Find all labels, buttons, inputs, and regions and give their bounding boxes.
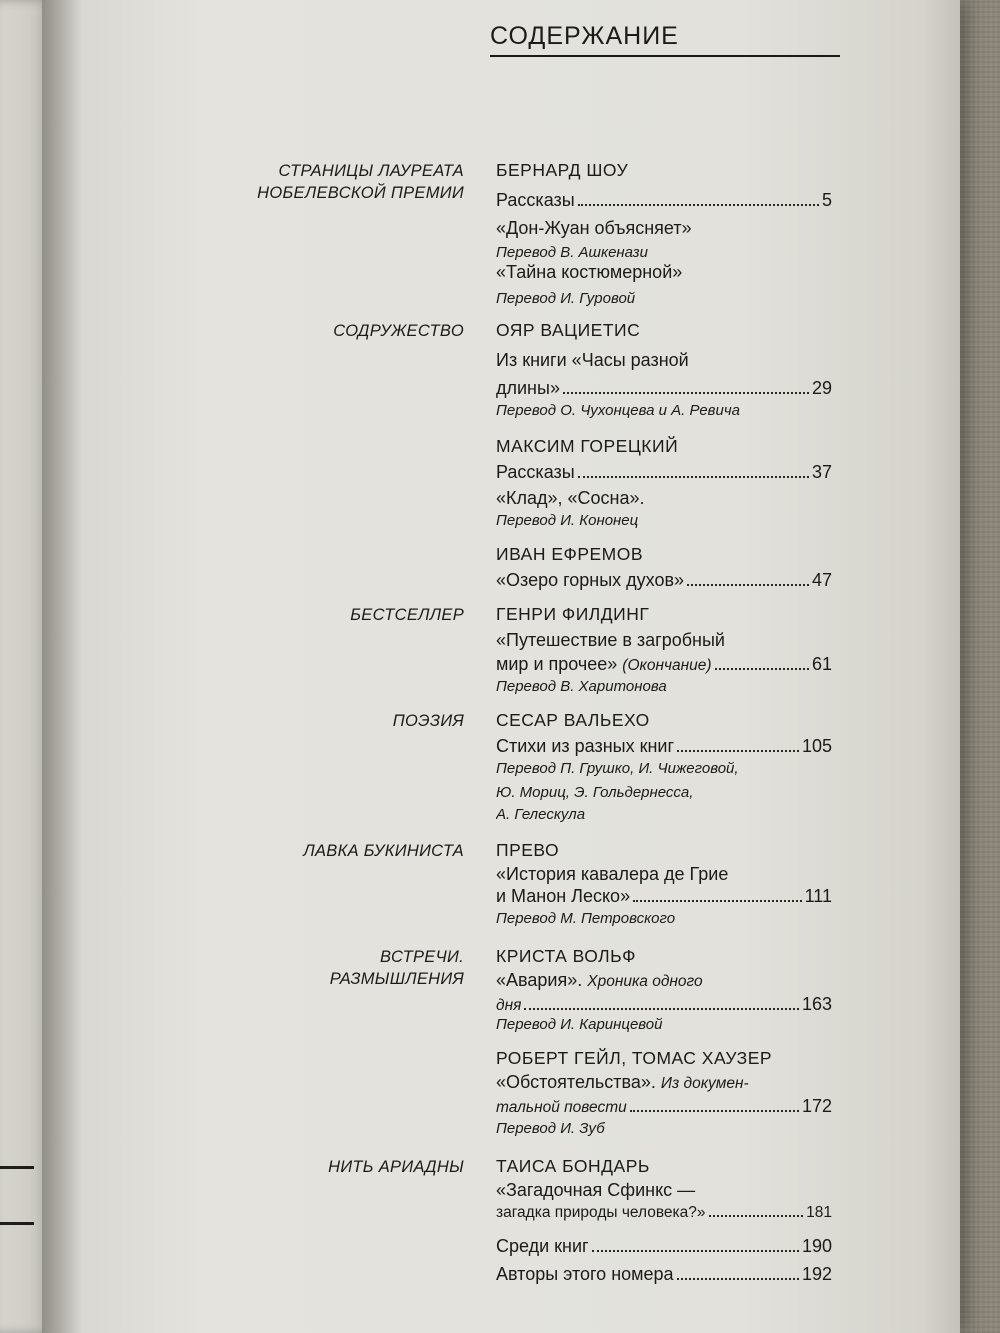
dot-leader xyxy=(563,392,809,394)
entry-note: Хроника одного xyxy=(587,973,703,990)
section-label-bookseller xyxy=(204,840,464,862)
entry-title xyxy=(496,1096,832,1117)
dot-leader xyxy=(524,1008,799,1010)
entry-title: «Загадочная Сфинкс — xyxy=(496,1180,696,1200)
dot-leader xyxy=(709,1215,804,1217)
entry-title xyxy=(496,654,832,675)
entry-title: «Путешествие в загробный xyxy=(496,630,725,650)
entry-translator: Перевод И. Гуровой xyxy=(496,290,636,307)
entry-title: «Дон-Жуан объясняет» xyxy=(496,218,692,238)
entry-title: «Клад», «Сосна». xyxy=(496,488,645,508)
section-label-poetry xyxy=(204,710,464,732)
entry-author: ИВАН ЕФРЕМОВ xyxy=(496,544,644,564)
entry-translator: А. Гелескула xyxy=(496,806,586,823)
entry-note: тальной повести xyxy=(496,1099,627,1116)
entry-title-text: «Обстоятельства». xyxy=(496,1072,656,1092)
section-label-nobel xyxy=(204,160,464,204)
entry-title xyxy=(496,886,832,907)
dot-leader xyxy=(715,668,809,670)
entry-author: ОЯР ВАЦИЕТИС xyxy=(496,320,641,340)
entry-title xyxy=(496,462,832,483)
entry-translator: Перевод П. Грушко, И. Чижеговой, xyxy=(496,760,739,777)
page-number: 37 xyxy=(811,462,832,482)
entry-title xyxy=(496,736,832,757)
dot-leader xyxy=(578,476,809,478)
section-label-line: СОДРУЖЕСТВО xyxy=(333,322,464,340)
page-number: 5 xyxy=(821,190,832,210)
section-label-line: БЕСТСЕЛЛЕР xyxy=(350,606,464,624)
entry-title xyxy=(496,1204,832,1222)
page-number: 29 xyxy=(811,378,832,398)
section-label-line: ПОЭЗИЯ xyxy=(392,712,464,730)
entry-title xyxy=(496,970,832,991)
entry-author: ТАИСА БОНДАРЬ xyxy=(496,1156,650,1176)
entry-title-text: Стихи из разных книг xyxy=(496,736,675,756)
section-label-line: НИТЬ АРИАДНЫ xyxy=(328,1158,464,1176)
page-number: 190 xyxy=(801,1236,832,1256)
entry-title-text: «Озеро горных духов» xyxy=(496,570,685,590)
entry-title-text: и Манон Леско» xyxy=(496,886,631,906)
section-label-bestseller xyxy=(204,604,464,626)
entry-note: дня xyxy=(496,997,522,1014)
dot-leader xyxy=(677,1278,799,1280)
page-number: 47 xyxy=(811,570,832,590)
entry-title-text: Рассказы xyxy=(496,462,575,482)
entry-title xyxy=(496,1072,832,1093)
page-number: 192 xyxy=(801,1264,832,1284)
entry-author: СЕСАР ВАЛЬЕХО xyxy=(496,710,650,730)
entry-title xyxy=(496,190,832,211)
entry-translator: Перевод И. Кононец xyxy=(496,512,639,529)
entry-translator: Перевод И. Каринцевой xyxy=(496,1016,663,1033)
section-label-line: РАЗМЫШЛЕНИЯ xyxy=(329,970,464,988)
entry-title: «История кавалера де Грие xyxy=(496,864,729,884)
entry-translator: Ю. Мориц, Э. Гольдернесса, xyxy=(496,784,694,801)
entry-title-text: Среди книг xyxy=(496,1236,589,1256)
section-label-ariadne xyxy=(204,1156,464,1178)
section-label-line: НОБЕЛЕВСКОЙ ПРЕМИИ xyxy=(257,184,464,202)
entry-author: МАКСИМ ГОРЕЦКИЙ xyxy=(496,436,679,456)
entry-author: БЕРНАРД ШОУ xyxy=(496,160,629,180)
entry-translator: Перевод О. Чухонцева и А. Ревича xyxy=(496,402,740,419)
contents-heading: СОДЕРЖАНИЕ xyxy=(490,22,840,57)
page-number: 181 xyxy=(806,1204,832,1221)
dot-leader xyxy=(630,1110,799,1112)
page-number: 61 xyxy=(811,654,832,674)
entry-author: РОБЕРТ ГЕЙЛ, ТОМАС ХАУЗЕР xyxy=(496,1048,773,1068)
section-label-line: СТРАНИЦЫ ЛАУРЕАТА xyxy=(278,162,464,180)
page-number: 172 xyxy=(801,1096,832,1116)
entry-author: КРИСТА ВОЛЬФ xyxy=(496,946,636,966)
entry-title: «Тайна костюмерной» xyxy=(496,262,683,282)
entry-title xyxy=(496,378,832,399)
entry-title xyxy=(496,1236,832,1257)
entry-author: ГЕНРИ ФИЛДИНГ xyxy=(496,604,650,624)
entry-title-text: «Авария». xyxy=(496,970,583,990)
dot-leader xyxy=(677,750,799,752)
entry-title xyxy=(496,994,832,1015)
entry-title xyxy=(496,1264,832,1285)
section-label-meetings xyxy=(204,946,464,990)
dot-leader xyxy=(687,584,809,586)
entry-note: (Окончание) xyxy=(622,657,712,674)
entry-translator: Перевод М. Петровского xyxy=(496,910,676,927)
entry-title-text: загадка природы человека?» xyxy=(496,1204,706,1221)
entry-translator: Перевод В. Харитонова xyxy=(496,678,667,695)
entry-title-text: Рассказы xyxy=(496,190,575,210)
dot-leader xyxy=(633,900,802,902)
section-label-line: ВСТРЕЧИ. xyxy=(380,948,464,966)
page-number: 163 xyxy=(801,994,832,1014)
entry-translator: Перевод И. Зуб xyxy=(496,1120,605,1137)
entry-title-text: Авторы этого номера xyxy=(496,1264,674,1284)
entry-title xyxy=(496,570,832,591)
entry-title: Из книги «Часы разной xyxy=(496,350,689,370)
page-number: 111 xyxy=(804,886,832,906)
entry-translator: Перевод В. Ашкенази xyxy=(496,244,648,261)
entry-title-text: мир и прочее» xyxy=(496,654,618,674)
section-label-line: ЛАВКА БУКИНИСТА xyxy=(303,842,464,860)
section-label-commonwealth xyxy=(204,320,464,342)
dot-leader xyxy=(592,1250,799,1252)
dot-leader xyxy=(578,204,819,206)
page-number: 105 xyxy=(801,736,832,756)
entry-note: Из докумен- xyxy=(660,1075,749,1092)
entry-author: ПРЕВО xyxy=(496,840,560,860)
entry-title-text: длины» xyxy=(496,378,560,398)
